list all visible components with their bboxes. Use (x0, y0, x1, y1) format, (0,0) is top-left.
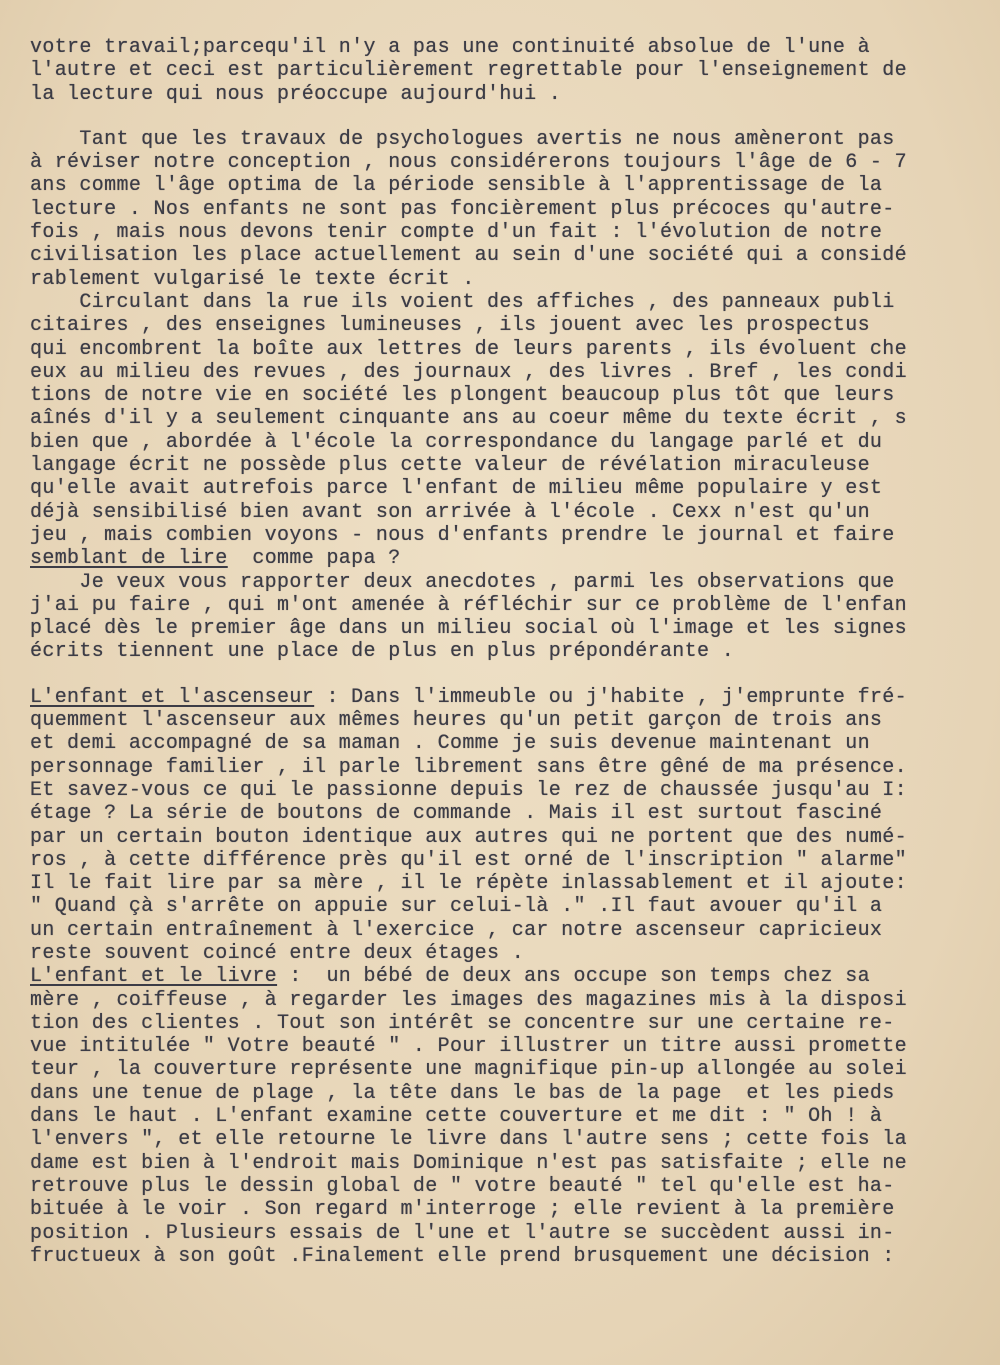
text-line: par un certain bouton identique aux autres qui ne portent que des numé- (30, 825, 907, 849)
text-line: retrouve plus le dessin global de " votre beauté " tel qu'elle est ha- (30, 1174, 895, 1198)
text-line: l'envers ", et elle retourne le livre dans l'autre sens ; cette fois la (30, 1128, 907, 1152)
text-line: Il le fait lire par sa mère , il le répète inlassablement et il ajoute: (30, 872, 907, 896)
text-line: dans le haut . L'enfant examine cette couverture et me dit : " Oh ! à (30, 1105, 883, 1129)
typewritten-text (30, 36, 995, 1268)
text-line: et demi accompagné de sa maman . Comme je suis devenue maintenant un (30, 732, 870, 756)
underlined-phrase: semblant de lire (30, 547, 228, 571)
text-line: reste souvent coincé entre deux étages . (30, 941, 525, 965)
text-line: Je veux vous rapporter deux anecdotes , parmi les observations que (30, 570, 895, 594)
paragraph-gap (30, 106, 995, 128)
text-line: un certain entraînement à l'exercice , car notre ascenseur capricieux (30, 918, 883, 942)
text-line: tion des clientes . Tout son intérêt se concentre sur une certaine re- (30, 1011, 895, 1035)
text-line: aînés d'il y a seulement cinquante ans au coeur même du texte écrit , s (30, 407, 907, 431)
text-line: tions de notre vie en société les plongent beaucoup plus tôt que leurs (30, 384, 895, 408)
text-line: " Quand çà s'arrête on appuie sur celui-là ." .Il faut avouer qu'il a (30, 895, 883, 919)
text-line: mère , coiffeuse , à regarder les images des magazines mis à la disposi (30, 988, 907, 1012)
text-line: étage ? La série de boutons de commande . Mais il est surtout fasciné (30, 802, 883, 826)
anecdote-2-intro: : un bébé de deux ans occupe son temps chez sa (277, 965, 870, 989)
anecdote-2-first-line (30, 965, 995, 988)
text-line: ros , à cette différence près qu'il est orné de l'inscription " alarme" (30, 848, 907, 872)
paragraph-2 (30, 128, 995, 547)
text-line: civilisation les place actuellement au sein d'une société qui a considé (30, 244, 907, 268)
text-line: dans une tenue de plage , la tête dans le bas de la page et les pieds (30, 1081, 895, 1105)
text-line: j'ai pu faire , qui m'ont amenée à réfléchir sur ce problème de l'enfan (30, 593, 907, 617)
text-line: langage écrit ne possède plus cette valeur de révélation miraculeuse (30, 454, 870, 478)
anecdote-1-title: L'enfant et l'ascenseur (30, 685, 315, 709)
text-line: Tant que les travaux de psychologues avertis ne nous amèneront pas (30, 127, 895, 151)
anecdote-ascenseur (30, 686, 995, 966)
paragraph-1 (30, 36, 995, 106)
line-remainder: comme papa ? (227, 547, 401, 571)
text-line: écrits tiennent une place de plus en plus prépondérante . (30, 640, 735, 664)
text-line: déjà sensibilisé bien avant son arrivée à l'école . Cexx n'est qu'un (30, 500, 870, 524)
text-line: eux au milieu des revues , des journaux , des livres . Bref , les condi (30, 360, 907, 384)
text-line: position . Plusieurs essais de l'une et l'autre se succèdent aussi in- (30, 1221, 895, 1245)
paragraph-3 (30, 571, 995, 664)
text-line: bituée à le voir . Son regard m'interroge ; elle revient à la première (30, 1198, 895, 1222)
text-line: lecture . Nos enfants ne sont pas foncièrement plus précoces qu'autre- (30, 197, 895, 221)
text-line: teur , la couverture représente une magnifique pin-up allongée au solei (30, 1058, 907, 1082)
text-line: personnage familier , il parle librement sans être gêné de ma présence. (30, 755, 907, 779)
text-line: ans comme l'âge optima de la période sensible à l'apprentissage de la (30, 174, 883, 198)
text-line: la lecture qui nous préoccupe aujourd'hui . (30, 82, 562, 106)
anecdote-livre (30, 965, 995, 1268)
anecdote-1-first-line (30, 686, 995, 709)
text-line: l'autre et ceci est particulièrement regrettable pour l'enseignement de (30, 59, 907, 83)
text-line: citaires , des enseignes lumineuses , ils jouent avec les prospectus (30, 314, 870, 338)
text-line: rablement vulgarisé le texte écrit . (30, 267, 475, 291)
text-line: bien que , abordée à l'école la correspondance du langage parlé et du (30, 430, 883, 454)
text-line: à réviser notre conception , nous considérerons toujours l'âge de 6 - 7 (30, 151, 907, 175)
text-line: quemment l'ascenseur aux mêmes heures qu'un petit garçon de trois ans (30, 709, 883, 733)
anecdote-2-title: L'enfant et le livre (30, 965, 278, 989)
text-line: jeu , mais combien voyons - nous d'enfants prendre le journal et faire (30, 523, 895, 547)
text-line: fructueux à son goût .Finalement elle prend brusquement une décision : (30, 1244, 895, 1268)
anecdote-2-body (30, 989, 995, 1269)
text-line: dame est bien à l'endroit mais Dominique n'est pas satisfaite ; elle ne (30, 1151, 907, 1175)
anecdote-1-body (30, 709, 995, 965)
text-line: votre travail;parcequ'il n'y a pas une continuité absolue de l'une à (30, 36, 870, 59)
text-line: placé dès le premier âge dans un milieu social où l'image et les signes (30, 617, 907, 641)
paragraph-2-last-line (30, 547, 995, 570)
text-line: vue intitulée " Votre beauté " . Pour illustrer un titre aussi promette (30, 1035, 907, 1059)
text-line: fois , mais nous devons tenir compte d'un fait : l'évolution de notre (30, 221, 883, 245)
text-line: Et savez-vous ce qui le passionne depuis le rez de chaussée jusqu'au I: (30, 778, 907, 802)
paragraph-gap (30, 664, 995, 686)
anecdote-1-intro: : Dans l'immeuble ou j'habite , j'emprunte fré- (314, 685, 908, 709)
text-line: Circulant dans la rue ils voient des affiches , des panneaux publi (30, 290, 895, 314)
text-line: qu'elle avait autrefois parce l'enfant de milieu même populaire y est (30, 477, 883, 501)
text-line: qui encombrent la boîte aux lettres de leurs parents , ils évoluent che (30, 337, 907, 361)
